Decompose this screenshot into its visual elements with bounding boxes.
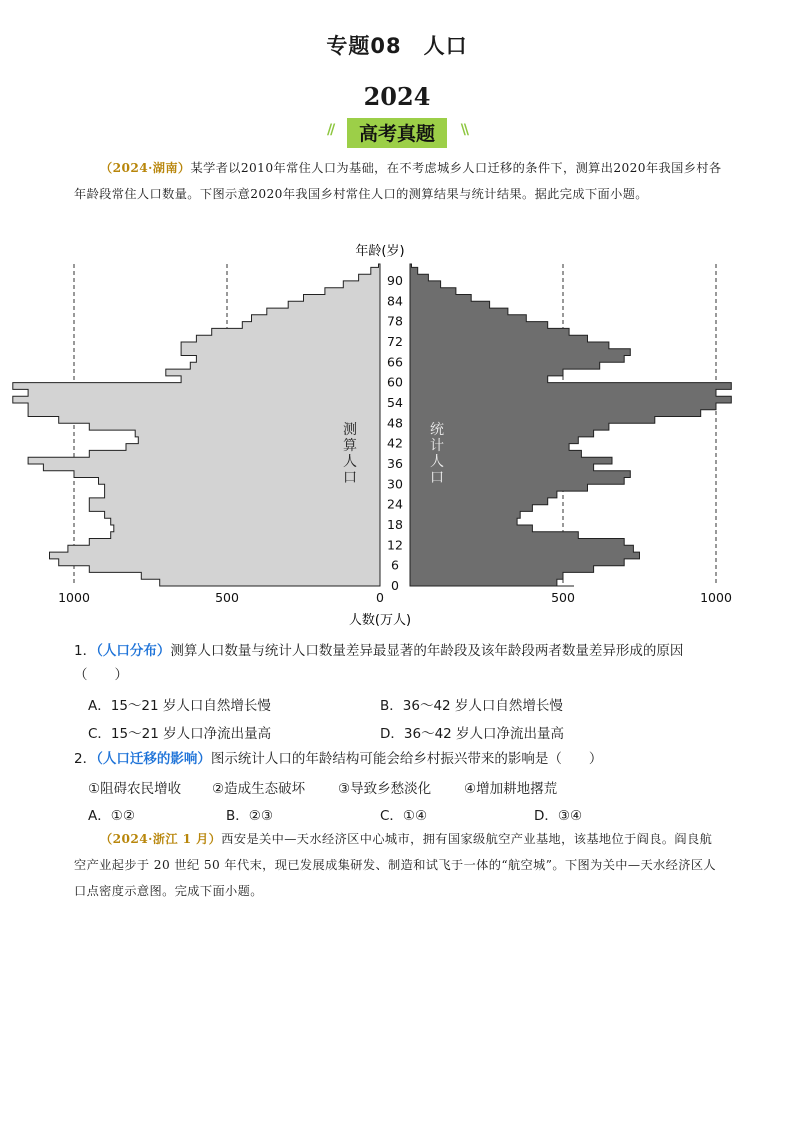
q1-number: 1． <box>74 643 97 659</box>
left-slash-decoration: // <box>326 122 334 138</box>
q2-stem: 图示统计人口的年龄结构可能会给乡村振兴带来的影响是（ ） <box>210 751 603 767</box>
label-statistical-population-char-1: 计 <box>430 438 444 454</box>
q2-option-c[interactable]: C．①④ <box>380 808 428 824</box>
q2-item-4: ④增加耕地撂荒 <box>464 781 558 797</box>
intro-paragraph-2 <box>74 826 722 904</box>
section-label: 高考真题 <box>358 123 435 145</box>
document-title: 专题08 人口 <box>326 34 468 58</box>
y-tick-30: 30 <box>387 476 403 492</box>
q1-answer-paren: （ ） <box>74 667 128 683</box>
year-text: 2024 <box>363 82 431 111</box>
y-tick-6: 6 <box>391 557 399 573</box>
q2-option-b[interactable]: B．②③ <box>226 808 273 824</box>
source-tag-zhejiang: （2024·浙江 1 月） <box>100 832 222 846</box>
q2-option-d[interactable]: D．③④ <box>534 808 583 824</box>
y-tick-18: 18 <box>387 517 403 532</box>
question-2 <box>74 748 724 770</box>
label-measured-population-char-3: 口 <box>343 470 357 486</box>
q2-item-3: ③导致乡愁淡化 <box>338 781 432 797</box>
y-tick-78: 78 <box>387 313 403 329</box>
label-measured-population-char-2: 人 <box>343 454 357 470</box>
intro-text-1: 某学者以2010年常住人口为基础，在不考虑城乡人口迁移的条件下，测算出2020年我国乡村各年龄段常住人口数量。下图示意2020年我国乡村常住人口的测算结果与统计结果。据此完成下面小题。 <box>74 161 722 201</box>
pyramid-bars <box>13 264 732 586</box>
x-tick-left-1000: 1000 <box>58 590 90 605</box>
x-tick-left-500: 500 <box>215 590 239 605</box>
q1-option-c[interactable]: C．15～21 岁人口净流出量高 <box>88 726 272 742</box>
y-tick-54: 54 <box>387 395 403 410</box>
series-measured-population <box>13 264 380 586</box>
population-pyramid-chart <box>58 236 732 636</box>
y-tick-84: 84 <box>387 293 403 309</box>
q2-item-1: ①阻碍农民增收 <box>88 781 182 797</box>
label-statistical-population-char-3: 口 <box>430 470 444 486</box>
y-tick-24: 24 <box>387 496 403 512</box>
y-tick-60: 60 <box>387 374 403 390</box>
q1-option-a[interactable]: A．15～21 岁人口自然增长慢 <box>88 698 271 714</box>
q1-topic-tag: （人口分布） <box>96 643 171 659</box>
q2-option-a[interactable]: A．①② <box>88 808 135 824</box>
q1-option-d[interactable]: D．36～42 岁人口净流出量高 <box>380 726 565 742</box>
q2-number: 2． <box>74 751 97 767</box>
y-tick-36: 36 <box>387 456 403 471</box>
y-tick-42: 42 <box>387 435 403 451</box>
y-tick-12: 12 <box>387 537 403 553</box>
intro-text-2: 西安是关中—天水经济区中心城市，拥有国家级航空产业基地，该基地位于阎良。阎良航空产业起步于 20 世纪 50 年代末，现已发展成集研发、制造和试飞于一体的“航空城”。下图为关中—天水经济区人口点密度示意图。完成下面小题。 <box>74 832 716 898</box>
q2-item-2: ②造成生态破坏 <box>212 781 306 797</box>
question-1 <box>74 640 724 662</box>
q1-stem: 测算人口数量与统计人口数量差异最显著的年龄段及该年龄段两者数量差异形成的原因 <box>170 643 684 659</box>
q2-topic-tag: （人口迁移的影响） <box>96 751 211 767</box>
label-statistical-population-char-2: 人 <box>430 454 444 470</box>
right-slash-decoration: \\ <box>460 122 467 138</box>
y-tick-90: 90 <box>387 272 403 288</box>
label-measured-population-char-0: 测 <box>343 422 357 438</box>
x-axis-label: 人数(万人) <box>348 613 412 628</box>
q1-option-b[interactable]: B．36～42 岁人口自然增长慢 <box>380 698 563 714</box>
y-tick-66: 66 <box>387 354 403 370</box>
label-measured-population-char-1: 算 <box>343 438 357 454</box>
year-heading <box>0 82 794 111</box>
intro-paragraph-1 <box>74 155 722 207</box>
source-tag-hunan: （2024·湖南） <box>100 161 191 175</box>
y-axis-label: 年龄(岁) <box>355 244 405 259</box>
series-statistical-population <box>410 264 731 586</box>
y-tick-72: 72 <box>387 334 403 349</box>
x-tick-right-1000: 1000 <box>700 590 732 605</box>
label-statistical-population-char-0: 统 <box>430 422 444 438</box>
x-tick-right-500: 500 <box>551 590 575 605</box>
x-tick-left-0: 0 <box>376 590 384 605</box>
section-heading <box>0 118 794 148</box>
y-tick-48: 48 <box>387 415 403 431</box>
y-tick-labels <box>387 273 403 593</box>
y-tick-0: 0 <box>391 578 399 593</box>
